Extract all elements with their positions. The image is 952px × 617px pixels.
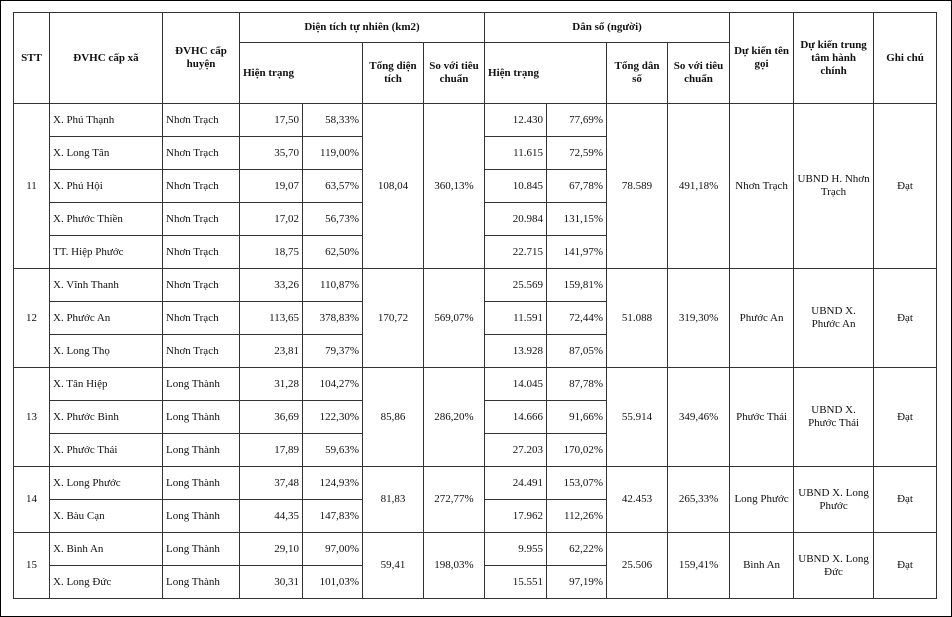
header-du-kien-ten: Dự kiến tên gọi — [730, 13, 794, 104]
stt-cell: 13 — [14, 368, 50, 467]
table-body — [14, 104, 937, 599]
district-name: Nhơn Trạch — [163, 335, 240, 368]
population-vs-standard: 319,30% — [668, 269, 730, 368]
area-percent: 104,27% — [303, 368, 363, 401]
population-percent: 91,66% — [547, 401, 607, 434]
district-name: Nhơn Trạch — [163, 104, 240, 137]
district-name: Nhơn Trạch — [163, 137, 240, 170]
proposed-name: Phước Thái — [730, 368, 794, 467]
table-row — [14, 269, 937, 302]
area-percent: 110,87% — [303, 269, 363, 302]
area-percent: 378,83% — [303, 302, 363, 335]
note-cell: Đạt — [874, 368, 937, 467]
population-value: 12.430 — [485, 104, 547, 137]
merger-table — [13, 12, 937, 599]
population-percent: 141,97% — [547, 236, 607, 269]
table-row — [14, 104, 937, 137]
stt-cell: 12 — [14, 269, 50, 368]
population-percent: 97,19% — [547, 566, 607, 599]
table-row — [14, 368, 937, 401]
district-name: Nhơn Trạch — [163, 236, 240, 269]
population-value: 11.615 — [485, 137, 547, 170]
population-value: 20.984 — [485, 203, 547, 236]
area-value: 30,31 — [240, 566, 303, 599]
proposed-admin-center: UBND H. Nhơn Trạch — [794, 104, 874, 269]
commune-name: X. Phước Bình — [50, 401, 163, 434]
district-name: Nhơn Trạch — [163, 269, 240, 302]
population-value: 14.666 — [485, 401, 547, 434]
area-value: 35,70 — [240, 137, 303, 170]
area-percent: 147,83% — [303, 500, 363, 533]
stt-cell: 14 — [14, 467, 50, 533]
commune-name: X. Phước Thiền — [50, 203, 163, 236]
total-area: 170,72 — [363, 269, 424, 368]
area-value: 113,65 — [240, 302, 303, 335]
district-name: Nhơn Trạch — [163, 203, 240, 236]
total-area: 108,04 — [363, 104, 424, 269]
header-dien-tich-hien-trang: Hiện trạng — [240, 43, 363, 104]
district-name: Long Thành — [163, 500, 240, 533]
population-percent: 131,15% — [547, 203, 607, 236]
commune-name: X. Phước An — [50, 302, 163, 335]
population-value: 10.845 — [485, 170, 547, 203]
commune-name: X. Phước Thái — [50, 434, 163, 467]
header-dien-tich-group: Diện tích tự nhiên (km2) — [240, 13, 485, 43]
header-dvhc-xa: ĐVHC cấp xã — [50, 13, 163, 104]
population-percent: 72,59% — [547, 137, 607, 170]
population-value: 24.491 — [485, 467, 547, 500]
note-cell: Đạt — [874, 467, 937, 533]
population-vs-standard: 491,18% — [668, 104, 730, 269]
area-percent: 58,33% — [303, 104, 363, 137]
header-dan-so-tong: Tổng dân số — [607, 43, 668, 104]
commune-name: X. Long Đức — [50, 566, 163, 599]
population-value: 22.715 — [485, 236, 547, 269]
area-percent: 62,50% — [303, 236, 363, 269]
total-area: 85,86 — [363, 368, 424, 467]
header-dan-so-hien-trang: Hiện trạng — [485, 43, 607, 104]
commune-name: X. Bàu Cạn — [50, 500, 163, 533]
commune-name: TT. Hiệp Phước — [50, 236, 163, 269]
district-name: Nhơn Trạch — [163, 170, 240, 203]
commune-name: X. Vĩnh Thanh — [50, 269, 163, 302]
total-population: 42.453 — [607, 467, 668, 533]
population-vs-standard: 265,33% — [668, 467, 730, 533]
proposed-name: Nhơn Trạch — [730, 104, 794, 269]
district-name: Long Thành — [163, 566, 240, 599]
population-value: 17.962 — [485, 500, 547, 533]
district-name: Nhơn Trạch — [163, 302, 240, 335]
population-value: 14.045 — [485, 368, 547, 401]
district-name: Long Thành — [163, 533, 240, 566]
commune-name: X. Long Thọ — [50, 335, 163, 368]
area-value: 19,07 — [240, 170, 303, 203]
area-value: 17,02 — [240, 203, 303, 236]
note-cell: Đạt — [874, 104, 937, 269]
proposed-admin-center: UBND X. Phước An — [794, 269, 874, 368]
area-value: 31,28 — [240, 368, 303, 401]
commune-name: X. Phú Hội — [50, 170, 163, 203]
commune-name: X. Phú Thạnh — [50, 104, 163, 137]
population-value: 9.955 — [485, 533, 547, 566]
area-percent: 122,30% — [303, 401, 363, 434]
proposed-name: Bình An — [730, 533, 794, 599]
area-value: 17,50 — [240, 104, 303, 137]
population-value: 25.569 — [485, 269, 547, 302]
total-population: 78.589 — [607, 104, 668, 269]
area-percent: 79,37% — [303, 335, 363, 368]
population-vs-standard: 349,46% — [668, 368, 730, 467]
population-percent: 87,05% — [547, 335, 607, 368]
area-value: 17,89 — [240, 434, 303, 467]
header-dien-tich-tong: Tổng diện tích — [363, 43, 424, 104]
table-row — [14, 533, 937, 566]
header-dvhc-huyen: ĐVHC cấp huyện — [163, 13, 240, 104]
total-population: 55.914 — [607, 368, 668, 467]
area-value: 37,48 — [240, 467, 303, 500]
area-value: 23,81 — [240, 335, 303, 368]
population-percent: 112,26% — [547, 500, 607, 533]
header-du-kien-trung-tam: Dự kiến trung tâm hành chính — [794, 13, 874, 104]
header-ghi-chu: Ghi chú — [874, 13, 937, 104]
area-value: 29,10 — [240, 533, 303, 566]
stt-cell: 11 — [14, 104, 50, 269]
commune-name: X. Bình An — [50, 533, 163, 566]
area-value: 18,75 — [240, 236, 303, 269]
stt-cell: 15 — [14, 533, 50, 599]
total-population: 51.088 — [607, 269, 668, 368]
population-value: 11.591 — [485, 302, 547, 335]
total-area: 81,83 — [363, 467, 424, 533]
table-row — [14, 467, 937, 500]
area-value: 36,69 — [240, 401, 303, 434]
district-name: Long Thành — [163, 467, 240, 500]
header-stt: STT — [14, 13, 50, 104]
total-area: 59,41 — [363, 533, 424, 599]
area-percent: 101,03% — [303, 566, 363, 599]
area-value: 44,35 — [240, 500, 303, 533]
proposed-name: Long Phước — [730, 467, 794, 533]
population-value: 13.928 — [485, 335, 547, 368]
area-vs-standard: 569,07% — [424, 269, 485, 368]
commune-name: X. Tân Hiệp — [50, 368, 163, 401]
proposed-name: Phước An — [730, 269, 794, 368]
area-percent: 119,00% — [303, 137, 363, 170]
population-percent: 87,78% — [547, 368, 607, 401]
district-name: Long Thành — [163, 401, 240, 434]
area-percent: 124,93% — [303, 467, 363, 500]
population-percent: 159,81% — [547, 269, 607, 302]
population-percent: 170,02% — [547, 434, 607, 467]
population-percent: 72,44% — [547, 302, 607, 335]
population-value: 15.551 — [485, 566, 547, 599]
area-percent: 63,57% — [303, 170, 363, 203]
area-vs-standard: 272,77% — [424, 467, 485, 533]
area-percent: 59,63% — [303, 434, 363, 467]
population-percent: 67,78% — [547, 170, 607, 203]
proposed-admin-center: UBND X. Phước Thái — [794, 368, 874, 467]
proposed-admin-center: UBND X. Long Phước — [794, 467, 874, 533]
proposed-admin-center: UBND X. Long Đức — [794, 533, 874, 599]
header-dien-tich-so-voi: So với tiêu chuẩn — [424, 43, 485, 104]
total-population: 25.506 — [607, 533, 668, 599]
population-vs-standard: 159,41% — [668, 533, 730, 599]
area-vs-standard: 360,13% — [424, 104, 485, 269]
note-cell: Đạt — [874, 269, 937, 368]
header-dan-so-group: Dân số (người) — [485, 13, 730, 43]
population-percent: 77,69% — [547, 104, 607, 137]
area-percent: 56,73% — [303, 203, 363, 236]
area-value: 33,26 — [240, 269, 303, 302]
district-name: Long Thành — [163, 368, 240, 401]
district-name: Long Thành — [163, 434, 240, 467]
area-vs-standard: 286,20% — [424, 368, 485, 467]
population-percent: 153,07% — [547, 467, 607, 500]
commune-name: X. Long Tân — [50, 137, 163, 170]
note-cell: Đạt — [874, 533, 937, 599]
area-percent: 97,00% — [303, 533, 363, 566]
area-vs-standard: 198,03% — [424, 533, 485, 599]
population-percent: 62,22% — [547, 533, 607, 566]
commune-name: X. Long Phước — [50, 467, 163, 500]
header-dan-so-so-voi: So với tiêu chuẩn — [668, 43, 730, 104]
population-value: 27.203 — [485, 434, 547, 467]
